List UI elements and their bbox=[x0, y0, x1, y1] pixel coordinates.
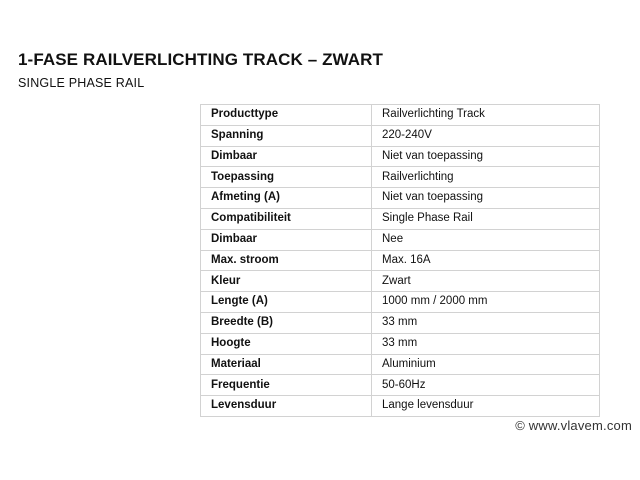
spec-row bbox=[201, 312, 600, 333]
spec-row bbox=[201, 208, 600, 229]
spec-value: 33 mm bbox=[372, 333, 600, 354]
spec-row bbox=[201, 396, 600, 417]
watermark: © www.vlavem.com bbox=[515, 418, 632, 433]
spec-table-body bbox=[201, 105, 600, 417]
spec-key: Frequentie bbox=[201, 375, 372, 396]
spec-key: Levensduur bbox=[201, 396, 372, 417]
spec-key: Dimbaar bbox=[201, 146, 372, 167]
spec-row bbox=[201, 125, 600, 146]
spec-value: Railverlichting bbox=[372, 167, 600, 188]
spec-key: Dimbaar bbox=[201, 229, 372, 250]
spec-value: Zwart bbox=[372, 271, 600, 292]
spec-row bbox=[201, 333, 600, 354]
spec-value: Niet van toepassing bbox=[372, 146, 600, 167]
spec-row bbox=[201, 146, 600, 167]
spec-key: Max. stroom bbox=[201, 250, 372, 271]
spec-row bbox=[201, 354, 600, 375]
spec-key: Lengte (A) bbox=[201, 292, 372, 313]
spec-value: Single Phase Rail bbox=[372, 208, 600, 229]
page-title: 1-FASE RAILVERLICHTING TRACK – ZWART bbox=[18, 50, 384, 69]
spec-value: Lange levensduur bbox=[372, 396, 600, 417]
spec-row bbox=[201, 271, 600, 292]
spec-key: Toepassing bbox=[201, 167, 372, 188]
page-subtitle: SINGLE PHASE RAIL bbox=[18, 76, 145, 90]
spec-value: Nee bbox=[372, 229, 600, 250]
spec-row bbox=[201, 229, 600, 250]
spec-value: Aluminium bbox=[372, 354, 600, 375]
spec-value: Niet van toepassing bbox=[372, 188, 600, 209]
spec-value: 33 mm bbox=[372, 312, 600, 333]
spec-key: Afmeting (A) bbox=[201, 188, 372, 209]
spec-key: Producttype bbox=[201, 105, 372, 126]
spec-row bbox=[201, 292, 600, 313]
spec-key: Compatibiliteit bbox=[201, 208, 372, 229]
spec-value: 50-60Hz bbox=[372, 375, 600, 396]
spec-value: 1000 mm / 2000 mm bbox=[372, 292, 600, 313]
spec-value: Railverlichting Track bbox=[372, 105, 600, 126]
spec-key: Materiaal bbox=[201, 354, 372, 375]
spec-key: Breedte (B) bbox=[201, 312, 372, 333]
spec-value: 220-240V bbox=[372, 125, 600, 146]
spec-row bbox=[201, 105, 600, 126]
spec-key: Hoogte bbox=[201, 333, 372, 354]
spec-value: Max. 16A bbox=[372, 250, 600, 271]
spec-row bbox=[201, 167, 600, 188]
spec-row bbox=[201, 250, 600, 271]
spec-row bbox=[201, 188, 600, 209]
spec-row bbox=[201, 375, 600, 396]
spec-key: Kleur bbox=[201, 271, 372, 292]
spec-key: Spanning bbox=[201, 125, 372, 146]
spec-table bbox=[200, 104, 600, 417]
